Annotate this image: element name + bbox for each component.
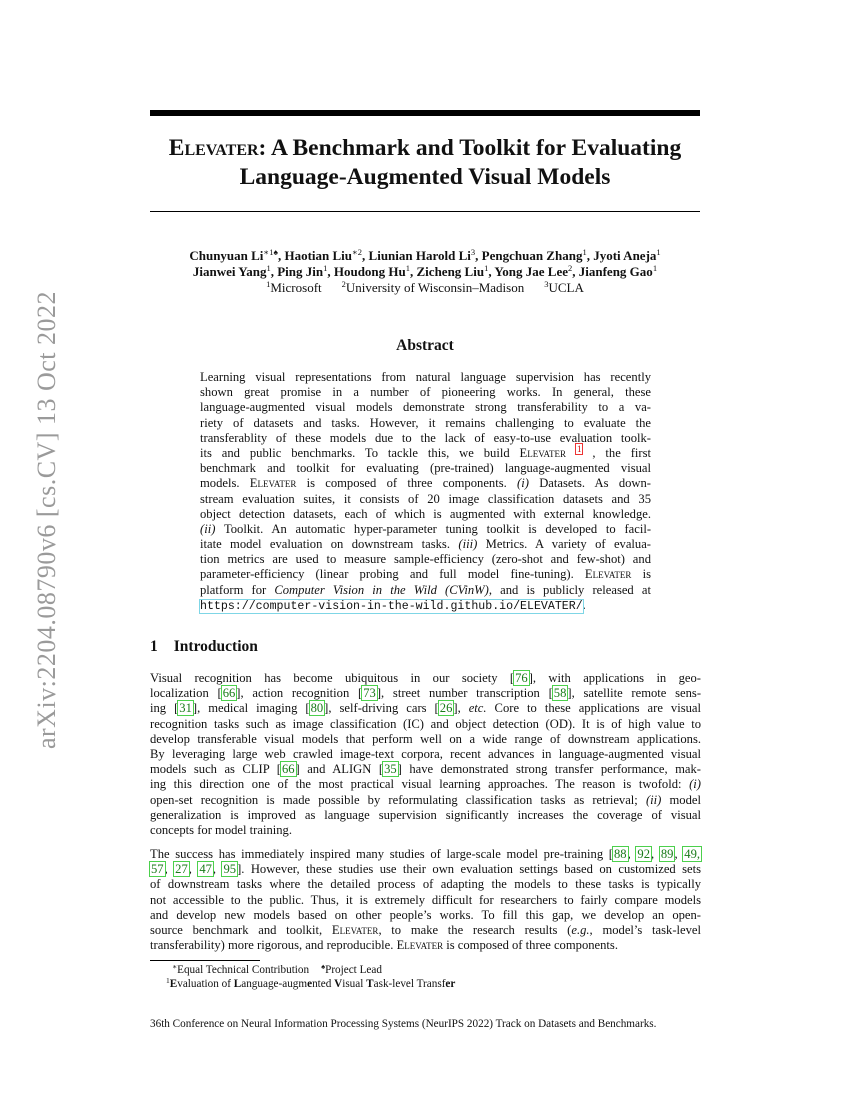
affiliation: $^1$Microsoft: [266, 279, 322, 295]
abstract-line: parameter-efficiency (linear probing and full model fine-tuning). Elevater is: [200, 567, 651, 582]
author-name: Chunyuan Li: [189, 248, 264, 263]
citation-link[interactable]: 35: [384, 762, 397, 777]
author-name: Yong Jae Lee: [494, 264, 569, 279]
intro-paragraph-1: [150, 671, 701, 838]
author-affiliation-mark: 1: [323, 263, 328, 273]
section-title: Introduction: [173, 638, 258, 655]
footnote-rule: [150, 960, 260, 961]
top-rule: [150, 110, 700, 116]
affiliations: [150, 280, 700, 296]
citation-link[interactable]: 76: [515, 671, 528, 685]
abstract-line: benchmark and toolkit for evaluating (pre-trained) language-augmented visual: [200, 461, 651, 476]
author-name: Ping Jin: [277, 264, 324, 279]
citation-link[interactable]: 58: [553, 686, 567, 701]
citation-link[interactable]: 89: [660, 847, 674, 861]
abstract-line: its and public benchmarks. To tackle this, we build Elevater $^1$ , the first: [200, 443, 651, 460]
citation-link[interactable]: 26: [439, 701, 453, 716]
author-affiliation-mark: ∗2: [352, 247, 363, 257]
author-affiliation-mark: 1: [582, 247, 587, 257]
abstract-line: models. Elevater is composed of three components. (i) Datasets. As down-: [200, 476, 651, 491]
citation-link[interactable]: 92: [637, 847, 651, 861]
arxiv-stamp: arXiv:2204.08790v6 [cs.CV] 13 Oct 2022: [32, 290, 61, 750]
author-affiliation-mark: 1: [405, 263, 411, 273]
body-line: and develop new models based on other people’s works. To fill this gap, we develop an open-: [150, 907, 701, 922]
citation-link[interactable]: 47: [199, 862, 212, 877]
body-line: Visual recognition has become ubiquitous in our society [76], with applications in geo-: [150, 671, 701, 685]
body-line: ing [31], medical imaging [80], self-driving cars [26], etc. Core to these applications are visual: [150, 701, 701, 716]
citation-link[interactable]: 95: [223, 862, 237, 877]
intro-paragraph-2: [150, 847, 701, 953]
footnote-ref-link[interactable]: 1: [576, 443, 582, 454]
abstract-line: language-augmented visual models demonstrate strong transferability to a va-: [200, 400, 651, 415]
footnotes: [150, 963, 701, 991]
abstract-body: [200, 370, 651, 613]
body-line: transferability) more rigorous, and reproducible. Elevater is composed of three components.: [150, 938, 618, 953]
author-line-1: Chunyuan $Li^{∗1♠}$, Haotian Liu$^{∗2}$, Liunian Harold Li$^3$, Pengchuan Zhang$^1$, Jyoti Aneja$^1$: [189, 247, 661, 263]
author-affiliation-mark: 1: [484, 263, 489, 273]
citation-link[interactable]: 66: [222, 686, 236, 701]
project-url-link[interactable]: https://computer-vision-in-the-wild.github.io/ELEVATER/: [200, 599, 583, 613]
author-block: [150, 248, 700, 296]
abstract-line: object detection datasets, each of which is augmented with external knowledge.: [200, 506, 651, 521]
abstract-line: transferablity of these models due to the lack of easy-to-use evaluation toolk-: [200, 430, 651, 445]
title-line2: Language-Augmented Visual Models: [239, 164, 611, 190]
author-name: Jyoti Aneja: [593, 248, 657, 263]
author-name: Jianwei Yang: [192, 264, 267, 279]
abstract-line: Learning visual representations from natural language supervision has recently: [200, 370, 651, 384]
body-line: models such as CLIP [66] and ALIGN [35] have demonstrated strong transfer performance, mak-: [150, 762, 701, 777]
body-line: The success has immediately inspired many studies of large-scale model pre-training [88, 92, 89, 49,: [150, 847, 701, 861]
author-name: Zicheng Liu: [416, 264, 485, 279]
abstract-line: https://computer-vision-in-the-wild.github.io/ELEVATER/.: [200, 597, 586, 613]
body-line: develop transferable visual models that perform well on a wide range of downstream applications.: [150, 731, 701, 746]
citation-link[interactable]: 57: [151, 862, 164, 877]
author-affiliation-mark: 1: [652, 263, 658, 273]
citation-link[interactable]: 49,: [684, 847, 701, 861]
citation-link[interactable]: 66: [281, 762, 295, 777]
citation-link[interactable]: 73: [363, 686, 376, 701]
section-number: 1: [150, 638, 158, 655]
author-name: Liunian Harold Li: [368, 248, 471, 263]
title-rule: [150, 211, 700, 212]
abstract-line: tion metrics are used to measure sample-efficiency (zero-shot and few-shot) and: [200, 552, 651, 567]
author-affiliation-mark: 1: [656, 247, 661, 257]
author-affiliation-mark: 1: [266, 263, 271, 273]
affiliation: $^2$University of Wisconsin–Madison: [341, 279, 525, 295]
spade-icon: ♠: [321, 962, 326, 971]
title-line1: : A Benchmark and Toolkit for Evaluating: [258, 135, 682, 161]
author-affiliation-mark: ∗1♠: [263, 247, 278, 257]
body-line: source benchmark and toolkit, Elevater, to make the research results (e.g., model’s task-level: [150, 922, 701, 937]
author-name: Haotian Liu: [284, 248, 353, 263]
body-line: ing this direction one of the most practical visual learning approaches. The reason is twofold: (i): [150, 777, 701, 792]
author-name: Pengchuan Zhang: [481, 248, 583, 263]
abstract-line: platform for Computer Vision in the Wild (CVinW), and is publicly released at: [200, 582, 651, 597]
author-name: Jianfeng Gao: [578, 264, 653, 279]
section-heading-introduction: [150, 638, 258, 656]
footnote-equal-contribution: ∗Equal Technical Contribution ♠Project Lead: [172, 962, 382, 976]
citation-link[interactable]: 80: [310, 701, 324, 716]
paper-title: [150, 134, 700, 192]
abstract-line: itate model evaluation on downstream tasks. (iii) Metrics. A variety of evalua-: [200, 537, 651, 552]
citation-link[interactable]: 31: [179, 701, 192, 716]
body-line: not accessible to the public. Thus, it is extremely difficult for researchers to fairly compare models: [150, 892, 701, 907]
body-line: localization [66], action recognition [73], street number transcription [58], satellite remote sens-: [150, 686, 702, 701]
author-affiliation-mark: 2: [568, 263, 573, 273]
elevater-name: Elevater: [519, 445, 567, 460]
body-line: 57, 27, 47, 95]. However, these studies use their own evaluation settings based on customized sets: [151, 862, 702, 877]
body-line: of downstream tasks where the detailed process of adapting the models to these tasks is typically: [150, 877, 701, 892]
footnote-elevater-acronym: $^1$Evaluation of Language-augmented Visual Task-level Transfer: [166, 976, 456, 990]
body-line: By leveraging large web crawled image-text corpora, recent advances in language-augmented visual: [150, 746, 701, 761]
abstract-heading: Abstract: [396, 337, 454, 354]
title-elevater: Elevater: [168, 135, 259, 161]
body-line: recognition tasks such as image classification (IC) and object detection (OD). It is of high value to: [150, 716, 701, 731]
body-line: concepts for model training.: [150, 822, 292, 837]
abstract-line: (ii) Toolkit. An automatic hyper-parameter tuning toolkit is developed to facil-: [200, 521, 652, 536]
conference-note: 36th Conference on Neural Information Processing Systems (NeurIPS 2022) Track on Datasets and Benchmarks.: [150, 1018, 657, 1030]
abstract-line: stream evaluation suites, it consists of 20 image classification datasets and 35: [200, 491, 651, 506]
citation-link[interactable]: 27: [175, 862, 188, 877]
author-line-2: Jianwei Yang$^1$, Ping Jin$^1$, Houdong Hu$^1$, Zicheng Liu$^1$, Yong Jae Lee$^2$, Jianfeng Gao$^1$: [192, 263, 658, 279]
author-name: Houdong Hu: [333, 264, 406, 279]
body-line: generalization is improved as language supervision significantly increases the coverage of visual: [150, 807, 701, 822]
affiliation: $^3$UCLA: [544, 279, 584, 295]
body-line: open-set recognition is made possible by reformulating classification tasks as retrieval; (ii) model: [150, 792, 701, 807]
abstract-line: shown great promise in a number of pioneering works. In general, these: [200, 385, 651, 400]
abstract-line: riety of datasets and tasks. However, it remains challenging to evaluate the: [200, 415, 651, 430]
citation-link[interactable]: 88: [614, 847, 627, 861]
author-affiliation-mark: 3: [470, 247, 476, 257]
